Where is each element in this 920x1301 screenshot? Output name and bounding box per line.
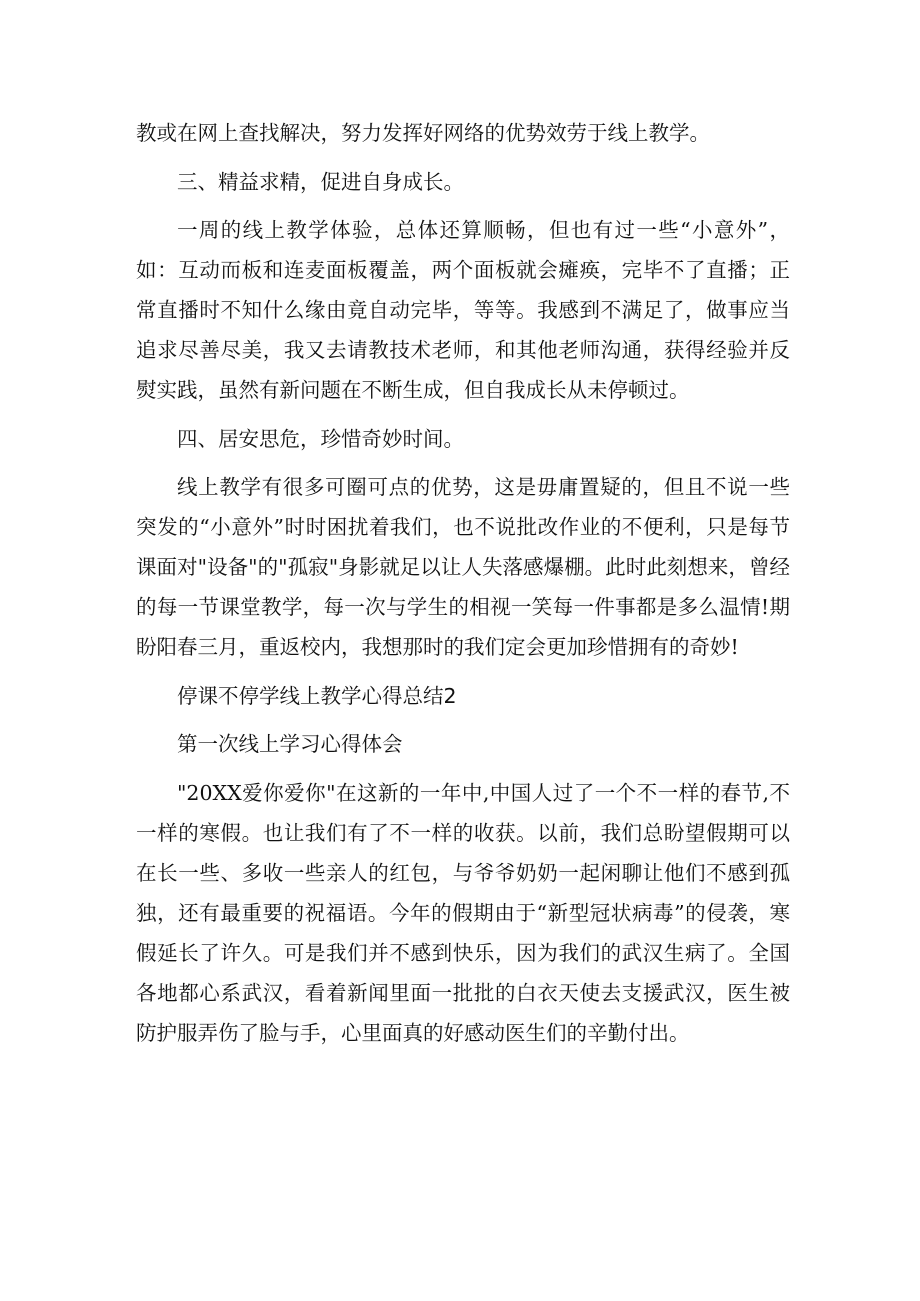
section-heading-4: 四、居安思危，珍惜奇妙时间。 bbox=[177, 426, 464, 451]
paragraph-8: "20XX爱你爱你"在这新的一年中,中国人过了一个不一样的春节,不一样的寒假。也让我们有了不一样的收获。以前，我们总盼望假期可以在长一些、多收一些亲人的红包，与爷爷奶奶一起闲聊让他们不感到孤独，还有最重要的祝福语。今年的假期由于“新型冠状病毒”的侵袭，寒假延长了许久。可是我们并不感到快乐，因为我们的武汉生病了。全国各地都心系武汉，看着新闻里面一批批的白衣天使去支援武汉，医生被防护服弄伤了脸与手，心里面真的好感动医生们的辛勤付出。 bbox=[136, 780, 790, 1045]
section-heading-3: 三、精益求精，促进自身成长。 bbox=[177, 169, 464, 194]
paragraph-3: 一周的线上教学体验，总体还算顺畅，但也有过一些“小意外”，如：互动而板和连麦面板覆盖，两个面板就会瘫痪，完毕不了直播；正常直播时不知什么缘由竟自动完毕，等等。我感到不满足了，做事应当追求尽善尽美，我又去请教技术老师，和其他老师沟通，获得经验并反熨实践，虽然有新问题在不断生成，但自我成长从未停顿过。 bbox=[136, 218, 790, 402]
paragraph-1: 教或在网上查找解决，努力发挥好网络的优势效劳于线上教学。 bbox=[136, 121, 710, 145]
document-body bbox=[136, 113, 790, 1061]
article-subtitle: 第一次线上学习心得体会 bbox=[177, 732, 403, 756]
article-title-2: 停课不停学线上教学心得总结2 bbox=[177, 683, 457, 708]
paragraph-5: 线上教学有很多可圈可点的优势，这是毋庸置疑的，但且不说一些突发的“小意外”时时困扰着我们，也不说批改作业的不便利，只是每节课面对"设备"的"孤寂"身影就足以让人失落感爆棚。此时此刻想来，曾经的每一节课堂教学，每一次与学生的相视一笑每一件事都是多么温情!期盼阳春三月，重返校内，我想那时的我们定会更加珍惜拥有的奇妙! bbox=[136, 475, 790, 659]
